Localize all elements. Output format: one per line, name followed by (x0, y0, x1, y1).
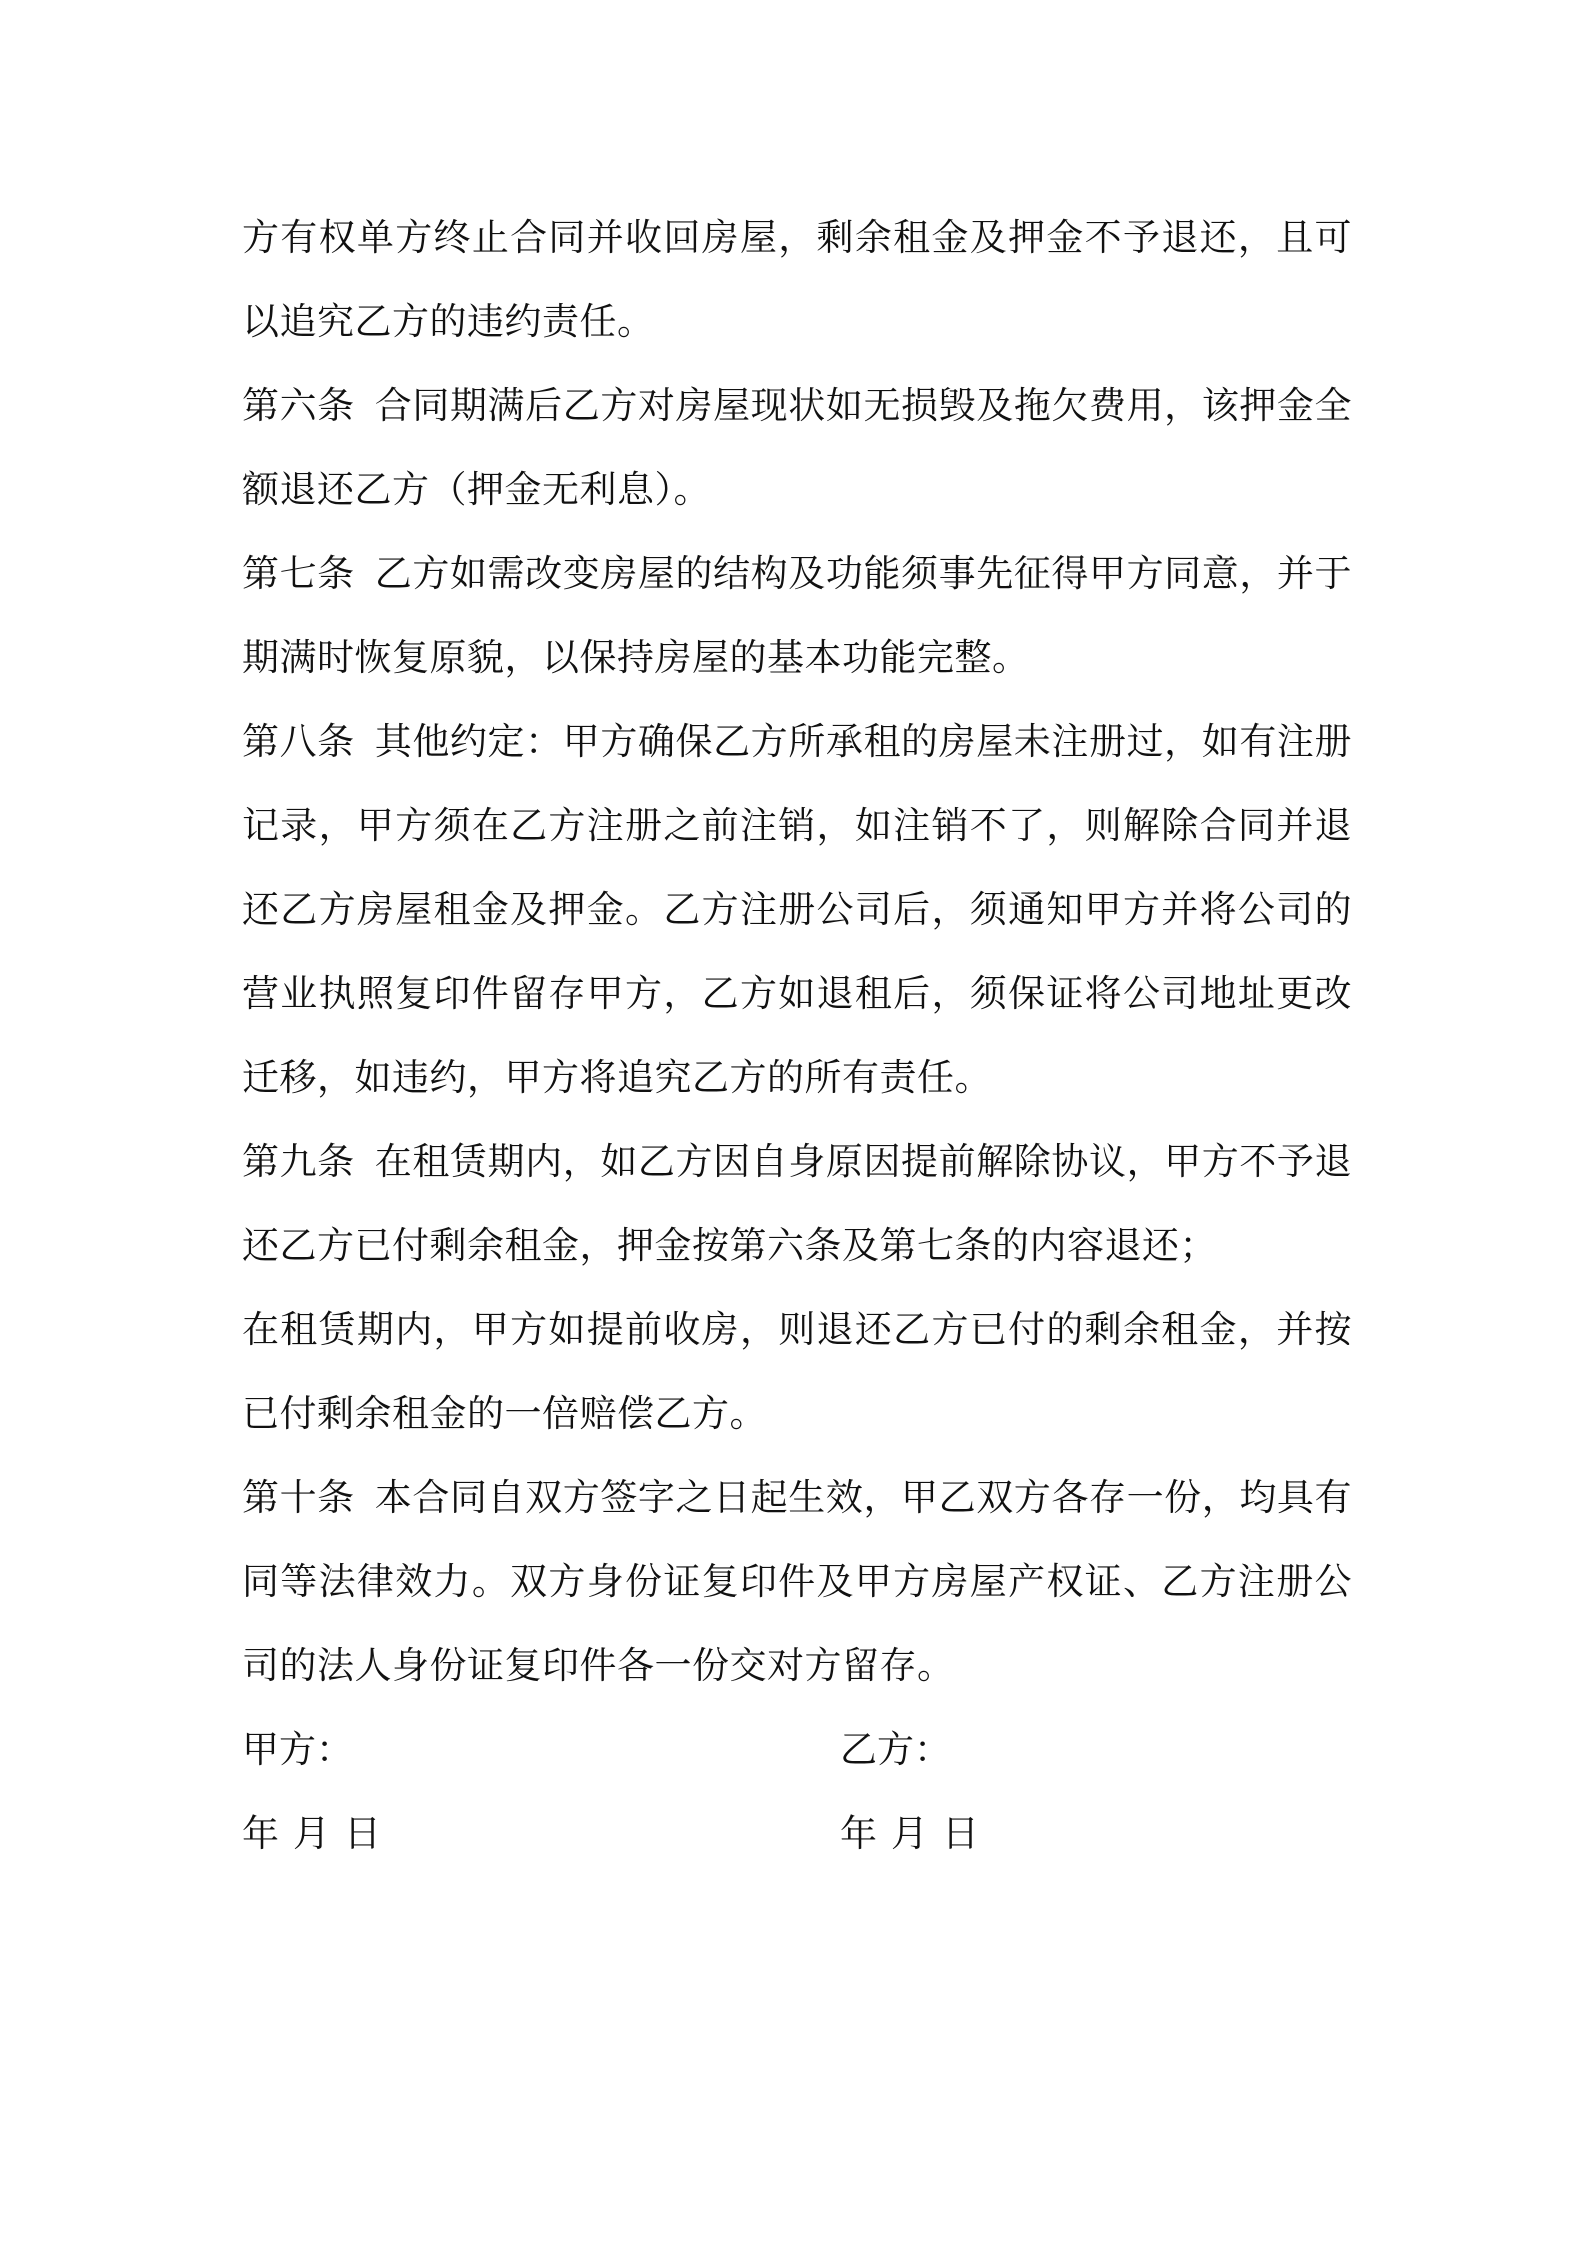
party-b-year: 年 (840, 1812, 877, 1855)
party-a-label: 甲方： (242, 1728, 353, 1771)
article-8-number: 第八条 (242, 720, 355, 763)
article-9-number: 第九条 (242, 1140, 355, 1183)
signature-row (242, 1708, 1352, 1792)
article-10-text: 本合同自双方签字之日起生效，甲乙双方各存一份，均具有同等法律效力。双方身份证复印件及甲方房屋产权证、乙方注册公司的法人身份证复印件各一份交对方留存。 (242, 1476, 1353, 1687)
article-6-number: 第六条 (242, 384, 355, 427)
party-b-label: 乙方： (840, 1728, 951, 1771)
article-8 (242, 700, 1352, 1120)
article-7-number: 第七条 (242, 552, 355, 595)
party-a-date (242, 1792, 395, 1876)
article-9-text: 在租赁期内，如乙方因自身原因提前解除协议，甲方不予退还乙方已付剩余租金，押金按第六条及第七条的内容退还； (242, 1140, 1353, 1267)
party-a-month: 月 (293, 1812, 330, 1855)
party-b-month: 月 (891, 1812, 928, 1855)
party-b-date (840, 1792, 993, 1876)
article-9 (242, 1120, 1352, 1288)
article-7 (242, 532, 1352, 700)
party-b-day: 日 (942, 1812, 979, 1855)
continuation-paragraph: 方有权单方终止合同并收回房屋，剩余租金及押金不予退还，且可以追究乙方的违约责任。 (242, 216, 1352, 343)
party-a-year: 年 (242, 1812, 279, 1855)
article-7-text: 乙方如需改变房屋的结构及功能须事先征得甲方同意，并于期满时恢复原貌，以保持房屋的基本功能完整。 (242, 552, 1353, 679)
article-8-text: 其他约定：甲方确保乙方所承租的房屋未注册过，如有注册记录，甲方须在乙方注册之前注销，如注销不了，则解除合同并退还乙方房屋租金及押金。乙方注册公司后，须通知甲方并将公司的营业执照复印件留存甲方，乙方如退租后，须保证将公司地址更改迁移，如违约，甲方将追究乙方的所有责任。 (242, 720, 1353, 1099)
party-a-day: 日 (344, 1812, 381, 1855)
article-10 (242, 1456, 1352, 1708)
date-row (242, 1792, 1352, 1876)
article-6 (242, 364, 1352, 532)
article-10-number: 第十条 (242, 1476, 355, 1519)
contract-page (242, 196, 1352, 1876)
article-9-extra: 在租赁期内，甲方如提前收房，则退还乙方已付的剩余租金，并按已付剩余租金的一倍赔偿乙方。 (242, 1308, 1352, 1435)
article-6-text: 合同期满后乙方对房屋现状如无损毁及拖欠费用，该押金全额退还乙方（押金无利息）。 (242, 384, 1353, 511)
